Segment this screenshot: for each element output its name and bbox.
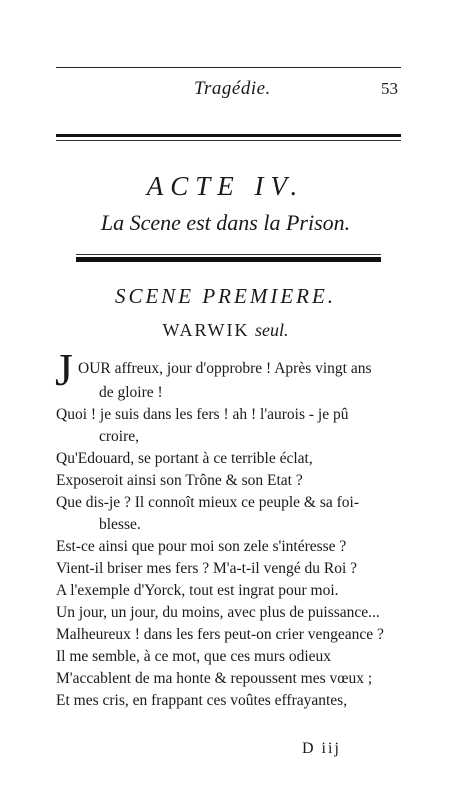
act-title: ACTE IV.: [146, 171, 305, 201]
verse-line: blesse.: [99, 516, 141, 533]
verse-line: OUR affreux, jour d'opprobre ! Après vingt ans: [78, 360, 372, 377]
verse-line: Et mes cris, en frappant ces voûtes effrayantes,: [56, 692, 348, 709]
verse-line: Exposeroit ainsi son Trône & son Etat ?: [56, 472, 303, 489]
verse-line: Est-ce ainsi que pour moi son zele s'intéresse ?: [56, 538, 347, 555]
speaker-heading: [0, 320, 451, 341]
running-header: [56, 78, 401, 102]
verse-line: Il me semble, à ce mot, que ces murs odieux: [56, 648, 332, 665]
verse-line: Que dis-je ? Il connoît mieux ce peuple & sa foi-: [56, 494, 360, 511]
verse-line: Malheureux ! dans les fers peut-on crier vengeance ?: [56, 626, 384, 643]
verse-line: Un jour, un jour, du moins, avec plus de puissance...: [56, 604, 380, 621]
stage-direction: seul.: [255, 320, 289, 340]
verse-line: Qu'Edouard, se portant à ce terrible éclat,: [56, 450, 313, 467]
section-rule: [76, 254, 381, 262]
verse-line: Vient-il briser mes fers ? M'a-t-il vengé du Roi ?: [56, 560, 358, 577]
verse-line: A l'exemple d'Yorck, tout est ingrat pour moi.: [56, 582, 339, 599]
verse-line: Quoi ! je suis dans les fers ! ah ! l'aurois - je pû: [56, 406, 349, 423]
verse-line: M'accablent de ma honte & repoussent mes vœux ;: [56, 670, 373, 687]
running-title: Tragédie.: [194, 78, 271, 99]
scene-title: SCENE PREMIERE.: [114, 284, 337, 308]
signature-mark: D iij: [302, 740, 341, 757]
header-top-rule: [56, 67, 401, 68]
speaker-name: WARWIK: [162, 320, 250, 340]
header-double-rule: [56, 134, 401, 141]
drop-cap: J: [55, 344, 73, 395]
page-number: 53: [381, 79, 398, 98]
scene-location: La Scene est dans la Prison.: [100, 210, 351, 235]
verse-line: croire,: [99, 428, 140, 445]
verse-line: de gloire !: [99, 384, 163, 401]
